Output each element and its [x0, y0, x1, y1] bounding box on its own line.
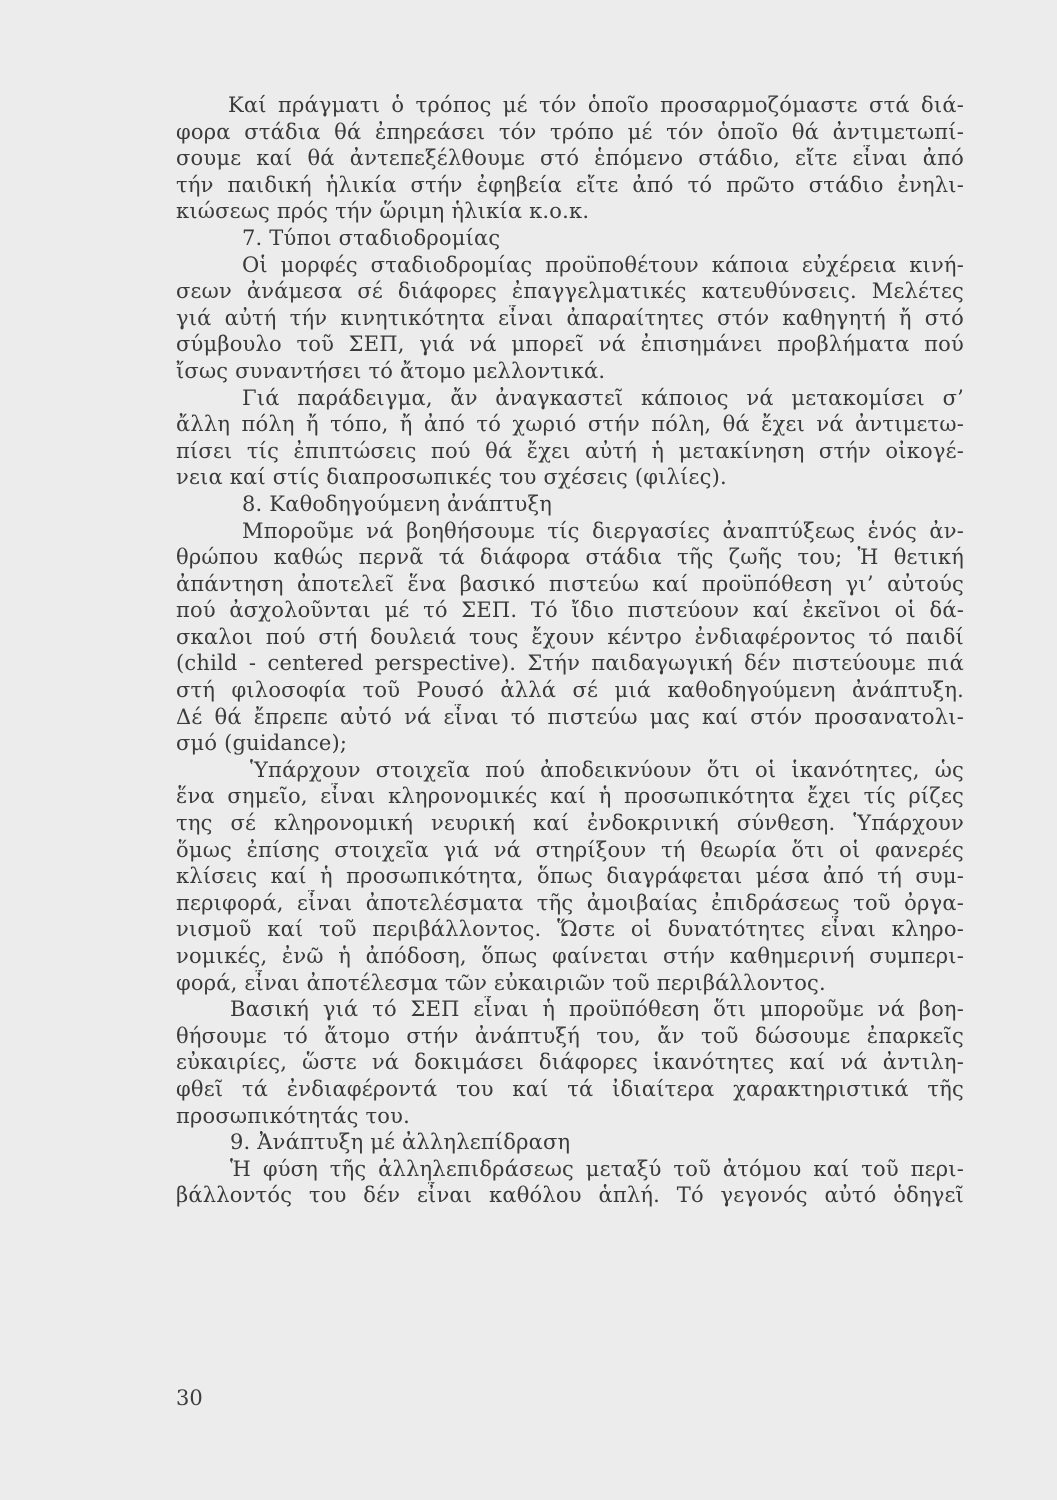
text-line: περιφορά, εἶναι ἀποτελέσματα τῆς ἀμοιβαίας ἐπιδράσεως τοῦ ὀργα-	[176, 890, 964, 915]
text-line: Γιά παράδειγμα, ἄν ἀναγκαστεῖ κάποιος νά μετακομίσει σ’	[242, 385, 964, 410]
text-line: φθεῖ τά ἐνδιαφέροντά του καί τά ἰδιαίτερα χαρακτηριστικά τῆς	[176, 1076, 964, 1101]
text-line: της σέ κληρονομική νευρική καί ἐνδοκρινική σύνθεση. Ὑπάρχουν	[176, 811, 964, 836]
text-line: Ὑπάρχουν στοιχεῖα πού ἀποδεικνύουν ὅτι οἱ ἱκανότητες, ὡς	[250, 757, 964, 782]
page-number: 30	[176, 1386, 203, 1410]
section-heading-8: 8. Καθοδηγούμενη ἀνάπτυξη	[242, 491, 553, 516]
section-heading-9: 9. Ἀνάπτυξη μέ ἀλληλεπίδραση	[230, 1130, 571, 1155]
text-line: Βασική γιά τό ΣΕΠ εἶναι ἡ προϋπόθεση ὅτι μποροῦμε νά βοη-	[230, 997, 964, 1022]
text-line: φορά, εἶναι ἀποτέλεσμα τῶν εὐκαιριῶν τοῦ περιβάλλοντος.	[176, 970, 826, 995]
text-line: ἴσως συναντήσει τό ἄτομο μελλοντικά.	[176, 358, 606, 383]
text-line: βάλλοντός του δέν εἶναι καθόλου ἁπλή. Τό γεγονός αὐτό ὁδηγεῖ	[176, 1183, 964, 1208]
text-line: φορα στάδια θά ἐπηρεάσει τόν τρόπο μέ τόν ὁποῖο θά ἀντιμετωπί-	[176, 119, 964, 144]
body-text	[176, 92, 964, 1209]
text-line: ἕνα σημεῖο, εἶναι κληρονομικές καί ἡ προσωπικότητα ἔχει τίς ρίζες	[176, 784, 964, 809]
text-line: γιά αὐτή τήν κινητικότητα εἶναι ἀπαραίτητες στόν καθηγητή ἤ στό	[176, 305, 964, 330]
section-heading-7: 7. Τύποι σταδιοδρομίας	[242, 225, 501, 250]
text-line: ἀπάντηση ἀποτελεῖ ἕνα βασικό πιστεύω καί προϋπόθεση γι’ αὐτούς	[176, 571, 964, 596]
text-line: Ἡ φύση τῆς ἀλληλεπιδράσεως μεταξύ τοῦ ἀτόμου καί τοῦ περι-	[230, 1156, 964, 1181]
text-line: Καί πράγματι ὁ τρόπος μέ τόν ὁποῖο προσαρμοζόμαστε στά διά-	[228, 93, 964, 117]
text-line: στή φιλοσοφία τοῦ Ρουσό ἀλλά σέ μιά καθοδηγούμενη ἀνάπτυξη.	[176, 678, 964, 703]
text-line: Οἱ μορφές σταδιοδρομίας προϋποθέτουν κάποια εὐχέρεια κινή-	[242, 252, 964, 277]
text-line: Μποροῦμε νά βοηθήσουμε τίς διεργασίες ἀναπτύξεως ἑνός ἀν-	[242, 518, 964, 543]
text-line: πού ἀσχολοῦνται μέ τό ΣΕΠ. Τό ἴδιο πιστεύουν καί ἐκεῖνοι οἱ δά-	[176, 598, 964, 623]
text-line: πίσει τίς ἐπιπτώσεις πού θά ἔχει αὐτή ἡ μετακίνηση στήν οἰκογέ-	[176, 438, 964, 463]
text-line: κιώσεως πρός τήν ὥριμη ἡλικία κ.ο.κ.	[176, 199, 590, 224]
text-line: ὅμως ἐπίσης στοιχεῖα γιά νά στηρίξουν τή θεωρία ὅτι οἱ φανερές	[176, 837, 964, 862]
text-line: νεια καί στίς διαπροσωπικές του σχέσεις (φιλίες).	[176, 465, 727, 490]
text-line: σεων ἀνάμεσα σέ διάφορες ἐπαγγελματικές κατευθύνσεις. Μελέτες	[176, 279, 964, 304]
text-line: εὐκαιρίες, ὥστε νά δοκιμάσει διάφορες ἱκανότητες καί νά ἀντιλη-	[176, 1050, 964, 1075]
text-line: σουμε καί θά ἀντεπεξέλθουμε στό ἑπόμενο στάδιο, εἴτε εἶναι ἀπό	[176, 146, 964, 171]
text-line: θήσουμε τό ἄτομο στήν ἀνάπτυξή του, ἄν τοῦ δώσουμε ἐπαρκεῖς	[176, 1023, 964, 1048]
text-line: σύμβουλο τοῦ ΣΕΠ, γιά νά μπορεῖ νά ἐπισημάνει προβλήματα πού	[176, 332, 964, 357]
text-line: κλίσεις καί ἡ προσωπικότητα, ὅπως διαγράφεται μέσα ἀπό τή συμ-	[176, 864, 964, 889]
text-line: νισμοῦ καί τοῦ περιβάλλοντος. Ὥστε οἱ δυνατότητες εἶναι κληρο-	[176, 917, 964, 942]
text-line: ἄλλη πόλη ἤ τόπο, ἤ ἀπό τό χωριό στήν πόλη, θά ἔχει νά ἀντιμετω-	[176, 412, 964, 437]
text-line: νομικές, ἐνῶ ἡ ἀπόδοση, ὅπως φαίνεται στήν καθημερινή συμπερι-	[176, 944, 964, 968]
text-line: προσωπικότητάς του.	[176, 1103, 410, 1128]
text-line: Δέ θά ἔπρεπε αὐτό νά εἶναι τό πιστεύω μας καί στόν προσανατολι-	[176, 704, 964, 729]
text-line: θρώπου καθώς περνᾶ τά διάφορα στάδια τῆς ζωῆς του; Ἡ θετική	[176, 545, 964, 570]
text-line: σκαλοι πού στή δουλειά τους ἔχουν κέντρο ἐνδιαφέροντος τό παιδί	[176, 624, 964, 649]
text-line: τήν παιδική ἡλικία στήν ἐφηβεία εἴτε ἀπό τό πρῶτο στάδιο ἐνηλι-	[176, 172, 964, 197]
text-line: σμό (guidance);	[176, 731, 348, 756]
text-line: (child - centered perspective). Στήν παιδαγωγική δέν πιστεύουμε πιά	[176, 651, 964, 676]
